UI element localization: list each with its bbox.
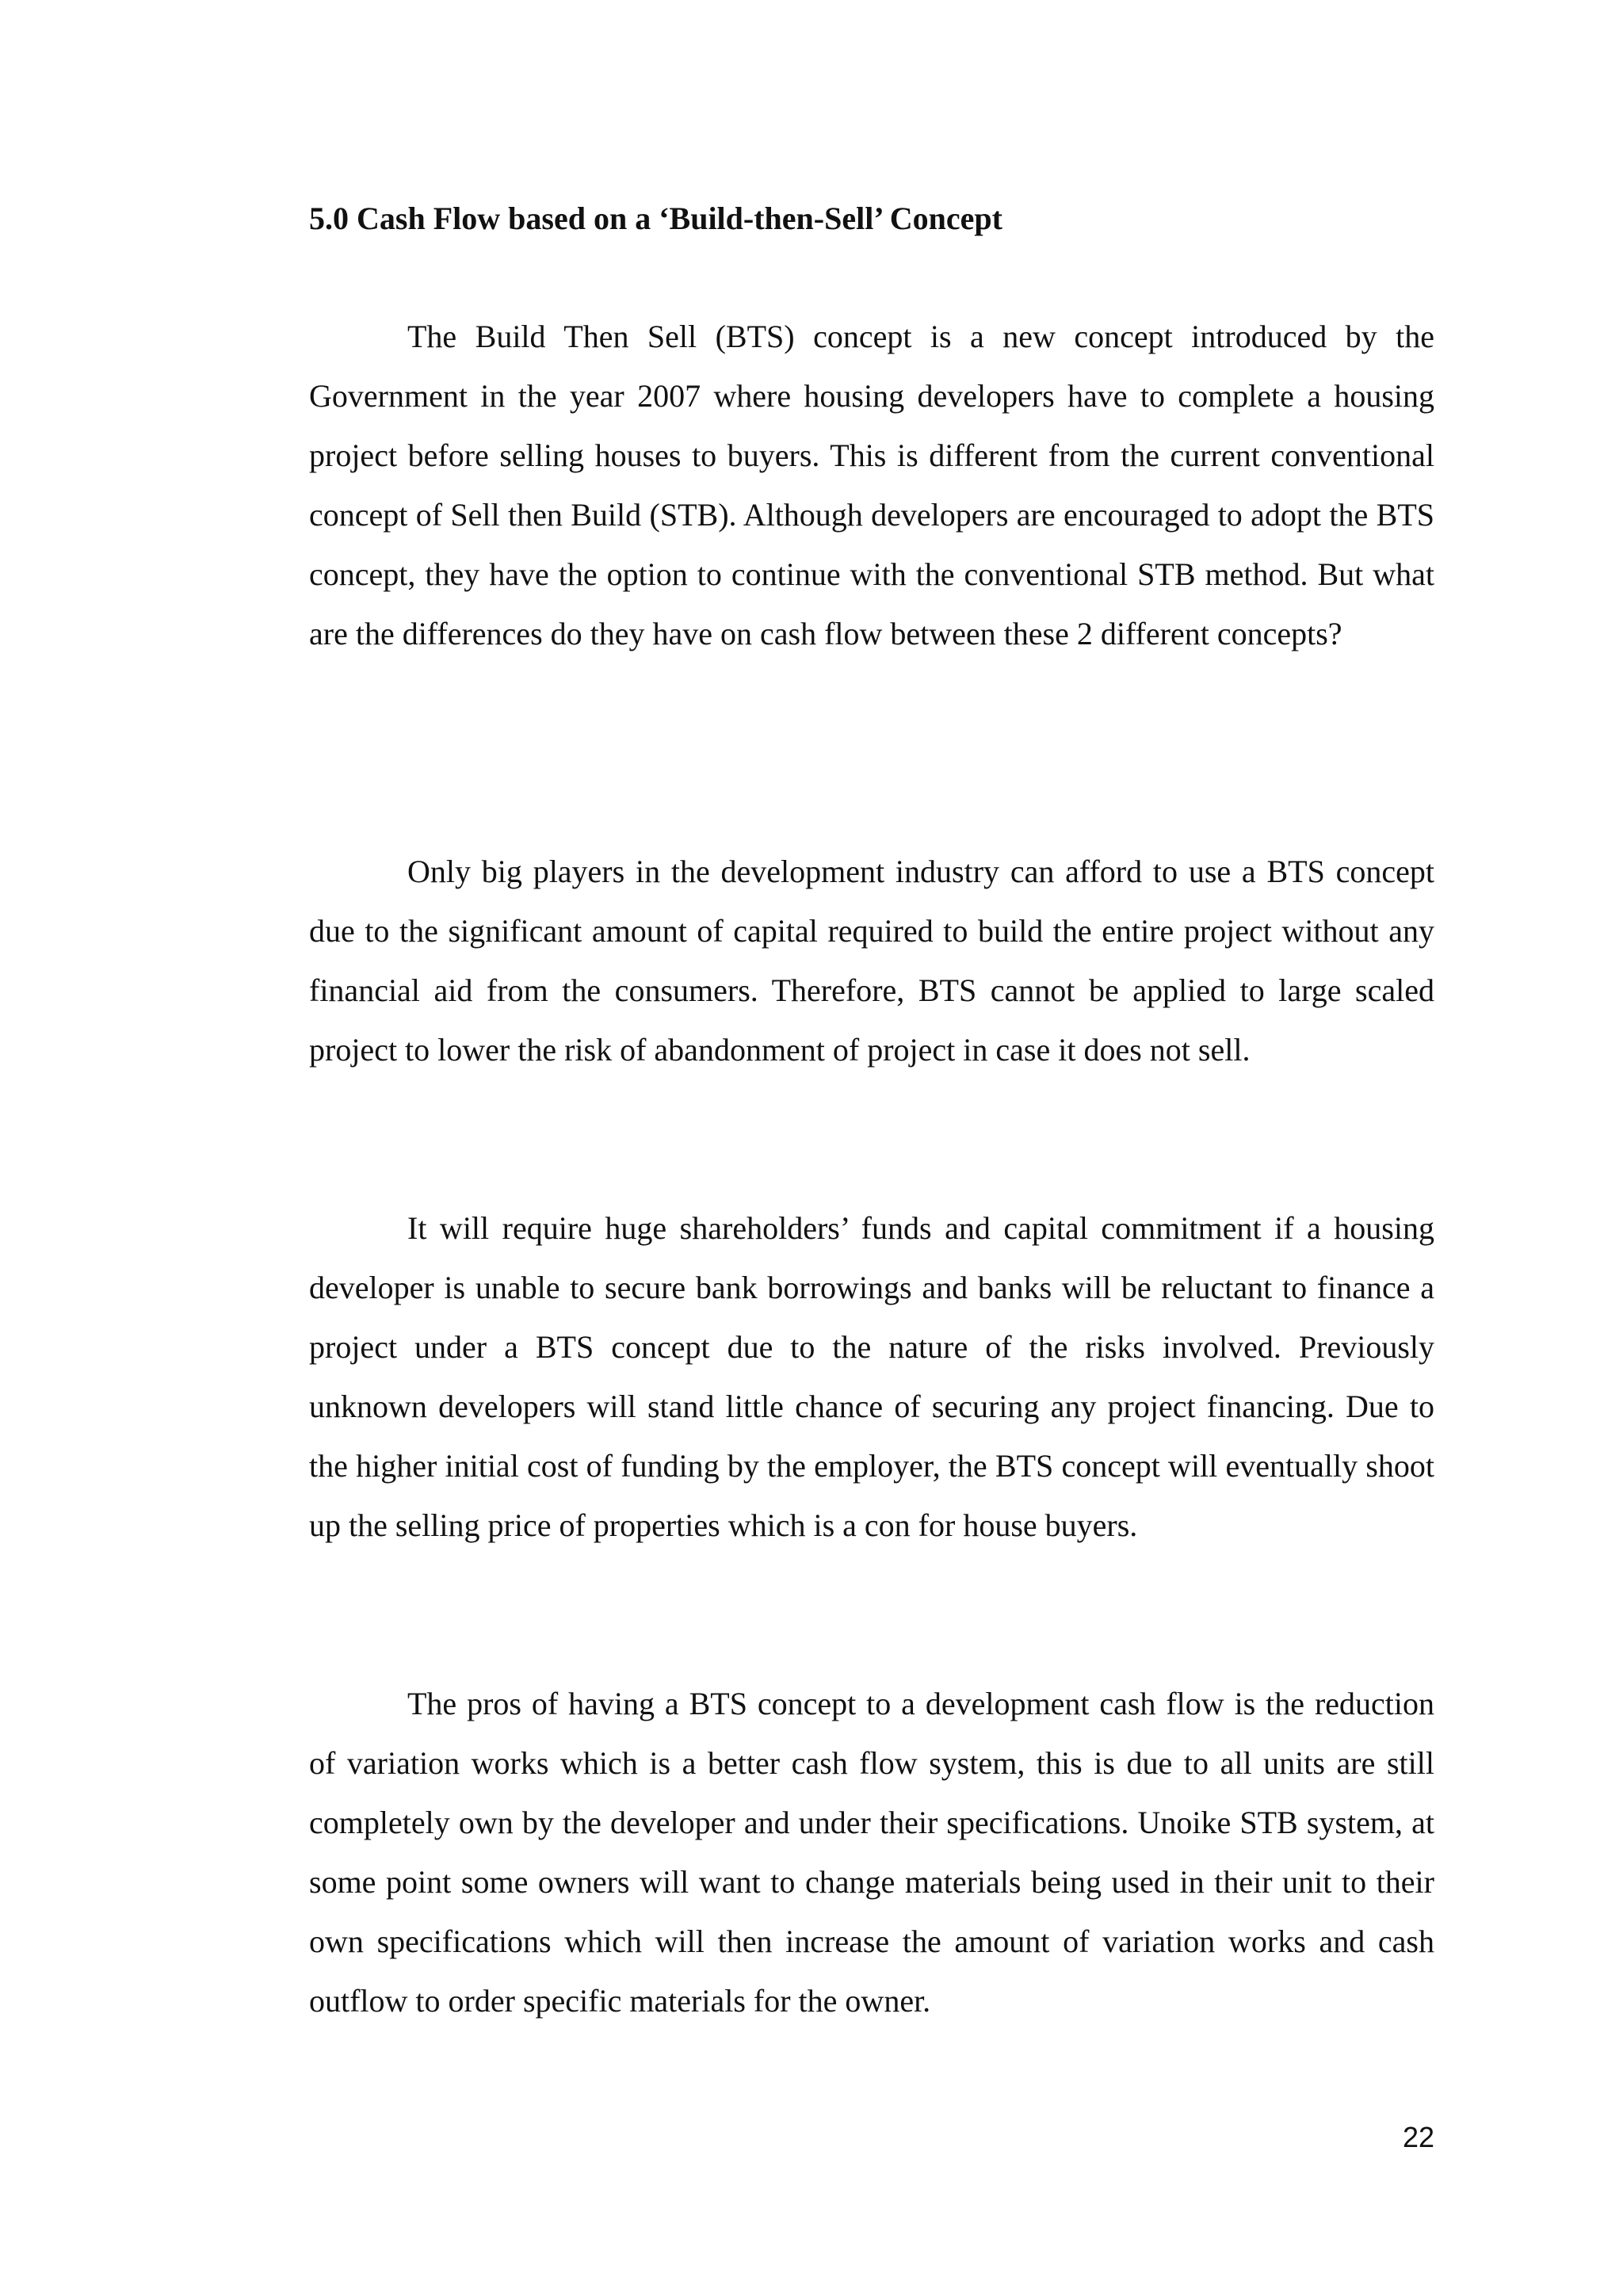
- paragraph-shareholder-funds: It will require huge shareholders’ funds and capital commitment if a housing developer is unable to secure bank borrowings and banks will be reluctant to finance a project under a BTS concept due to the nature of the risks involved. Previously unknown developers will stand little chance of securing any project financing. Due to the higher initial cost of funding by the employer, the BTS concept will eventually shoot up the selling price of properties which is a con for house buyers.: [309, 1210, 1434, 1543]
- paragraph-pros-variation-works: The pros of having a BTS concept to a development cash flow is the reduction of variation works which is a better cash flow system, this is due to all units are still completely own by the developer and under their specifications. Unoike STB system, at some point some owners will want to change materials being used in their unit to their own specifications which will then increase the amount of variation works and cash outflow to order specific materials for the owner.: [309, 1686, 1434, 2019]
- paragraph-big-players: Only big players in the development industry can afford to use a BTS concept due to the significant amount of capital required to build the entire project without any financial aid from the consumers. Therefore, BTS cannot be applied to large scaled project to lower the risk of abandonment of project in case it does not sell.: [309, 854, 1434, 1068]
- page-number: 22: [1402, 2121, 1434, 2153]
- paragraph-bts-introduction: The Build Then Sell (BTS) concept is a new concept introduced by the Government in the year 2007 where housing developers have to complete a housing project before selling houses to buyers. This is different from the current conventional concept of Sell then Build (STB). Although developers are encouraged to adopt the BTS concept, they have the option to continue with the conventional STB method. But what are the differences do they have on cash flow between these 2 different concepts?: [309, 319, 1434, 651]
- section-heading: 5.0 Cash Flow based on a ‘Build-then-Sell’ Concept: [309, 201, 1002, 236]
